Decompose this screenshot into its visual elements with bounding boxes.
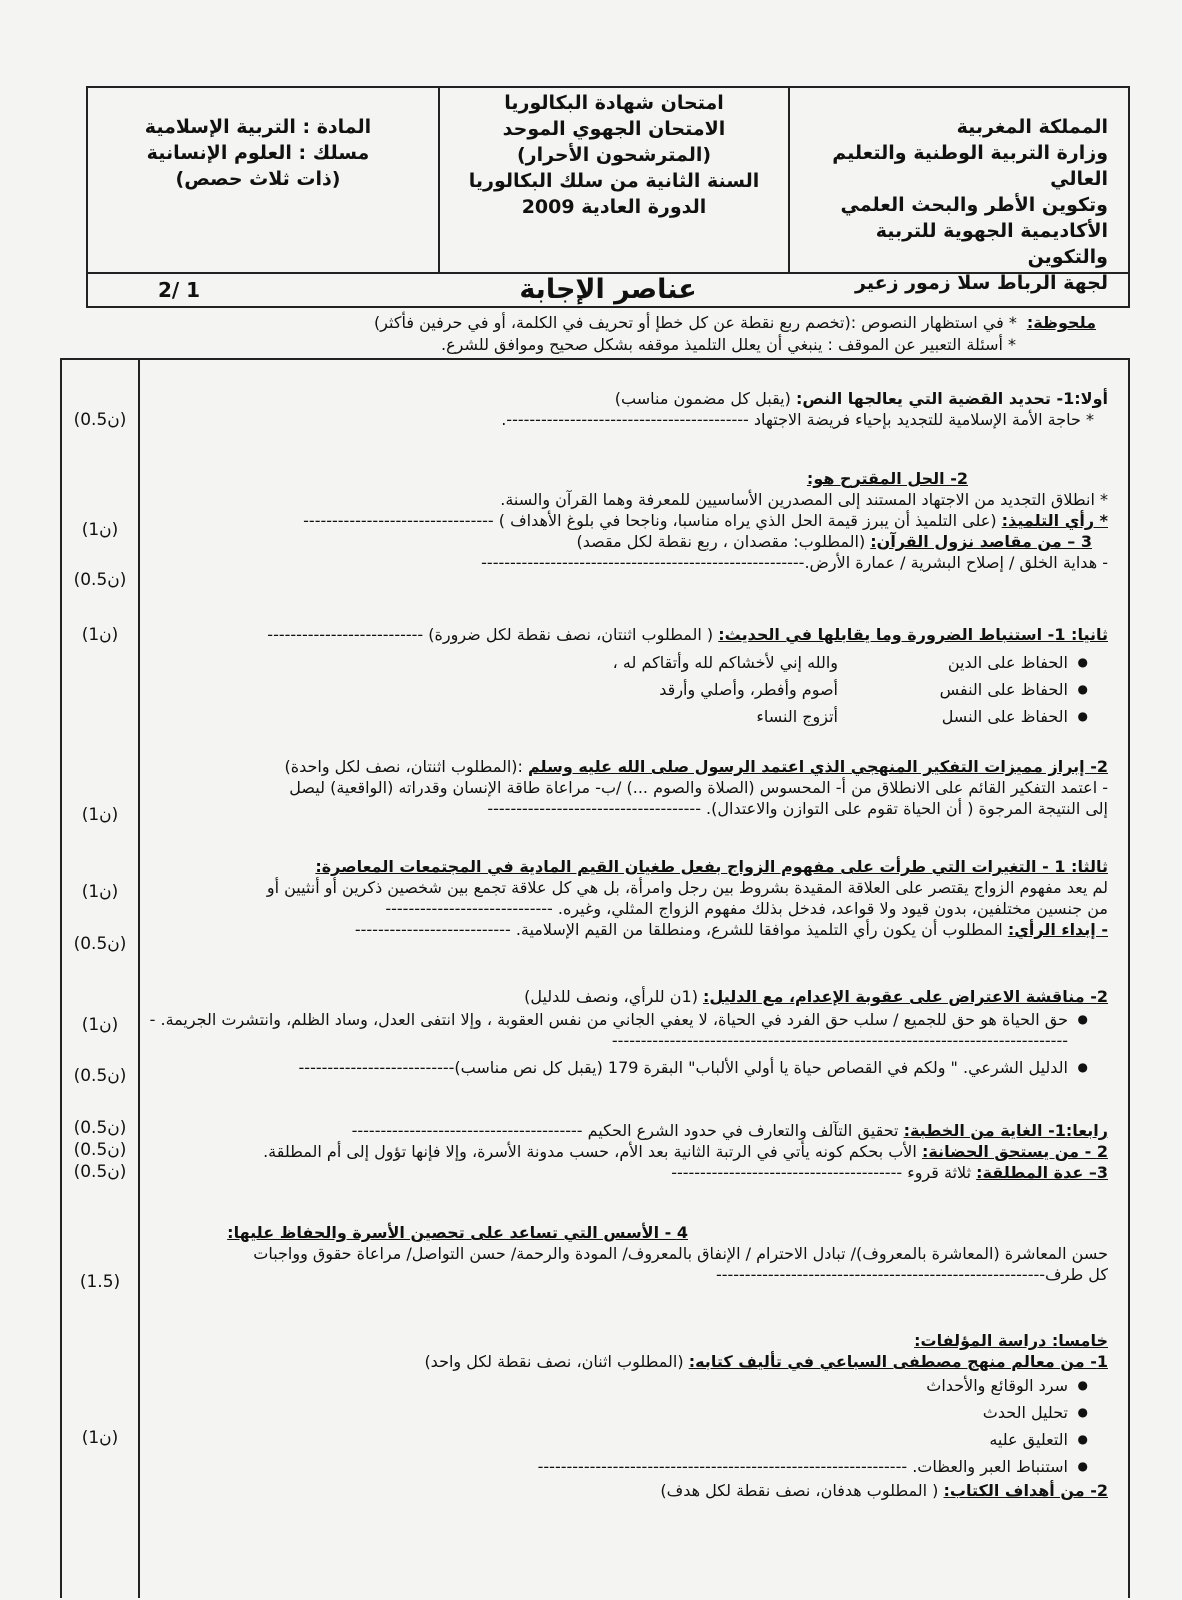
answer-text: كل طرف--------------------------------------------------------- bbox=[715, 1265, 1108, 1284]
exam-line: السنة الثانية من سلك البكالوريا bbox=[468, 170, 760, 192]
answer-text: إلى النتيجة المرجوة ( أن الحياة تقوم على التوازن والاعتدال). ------------------------------------- bbox=[487, 799, 1108, 818]
header-subject-cell bbox=[88, 88, 438, 272]
section-2 bbox=[148, 624, 1108, 730]
question-note: ( المطلوب اثنتان، نصف نقطة لكل ضرورة) --------------------------- bbox=[267, 625, 719, 644]
question-note: (1ن للرأي، ونصف للدليل) bbox=[524, 987, 704, 1006]
score-mark: (0.5ن) bbox=[73, 1140, 127, 1160]
section-2-q2 bbox=[148, 756, 1108, 819]
question-label: 2 - من يستحق الحضانة: bbox=[921, 1142, 1108, 1161]
score-mark: (1ن) bbox=[81, 882, 119, 902]
hadith-text: أصوم وأفطر، وأصلي وأرقد bbox=[659, 680, 838, 699]
score-mark: (0.5ن) bbox=[73, 1118, 127, 1138]
exam-line: (المترشحون الأحرار) bbox=[516, 144, 712, 166]
question-label: 2- مناقشة الاعتراض على عقوبة الإعدام، مع الدليل: bbox=[703, 987, 1108, 1006]
question-note: :(المطلوب اثنتان، نصف لكل واحدة) bbox=[284, 757, 528, 776]
question-note: ( المطلوب هدفان، نصف نقطة لكل هدف) bbox=[660, 1481, 944, 1500]
note-line: * في استظهار النصوص :(تخصم ربع نقطة عن كل خطإ أو تحريف في الكلمة، أو في حرفين فأكثر) bbox=[373, 313, 1017, 332]
hadith-text: والله إني لأخشاكم لله وأتقاكم له ، bbox=[612, 653, 838, 672]
score-mark: (1ن) bbox=[81, 805, 119, 825]
answer-text: لم يعد مفهوم الزواج يقتصر على العلاقة المقيدة بشروط بين رجل وامرأة، بل هي كل علاقة تجمع بين شخصين ذكرين أو أنثيين أو bbox=[266, 878, 1108, 897]
exam-header bbox=[86, 86, 1130, 308]
question-note: (المطلوب: مقصدان ، ربع نقطة لكل مقصد) bbox=[576, 532, 871, 551]
question-label: 3 – من مقاصد نزول القرآن: bbox=[870, 532, 1092, 551]
exam-line: امتحان شهادة البكالوريا bbox=[504, 92, 724, 114]
note-line: * أسئلة التعبير عن الموقف : ينبغي أن يعلل التلميذ موقفه بشكل صحيح وموافق للشرع. bbox=[441, 335, 1016, 354]
score-mark: (1ن) bbox=[81, 1015, 119, 1035]
answers-box bbox=[60, 358, 1130, 1598]
score-column bbox=[62, 360, 140, 1598]
question-note: (المطلوب اثنان، نصف نقطة لكل واحد) bbox=[424, 1352, 689, 1371]
list-item: ● الدليل الشرعي. " ولكم في القصاص حياة يا أولي الألباب" البقرة 179 (يقبل كل نص مناسب)--------------------------- bbox=[148, 1057, 1088, 1078]
answer-text: ثلاثة قروء ---------------------------------------- bbox=[671, 1163, 977, 1182]
opinion-label: - إبداء الرأي: bbox=[1007, 920, 1108, 939]
notes-section bbox=[86, 312, 1096, 356]
necessity: ● الحفاظ على الدين bbox=[947, 653, 1068, 672]
score-mark: (0.5ن) bbox=[73, 410, 127, 430]
answer-text: تحقيق التآلف والتعارف في حدود الشرع الحكيم ---------------------------------------- bbox=[351, 1121, 904, 1140]
header-ministry-cell bbox=[788, 88, 1128, 294]
question-label: ثالثا: 1 - التغيرات التي طرأت على مفهوم الزواج بفعل طغيان القيم المادية في المجتمعات المعاصرة: bbox=[315, 857, 1108, 876]
section-title: خامسا: دراسة المؤلفات: bbox=[914, 1331, 1108, 1350]
answer-text: * انطلاق التجديد من الاجتهاد المستند إلى المصدرين الأساسيين للمعرفة وهما القرآن والسنة. bbox=[500, 490, 1108, 509]
page-number: 2/ 1 bbox=[158, 278, 201, 302]
answers-content bbox=[140, 360, 1122, 1598]
notes-label: ملحوظة: bbox=[1026, 313, 1096, 332]
list-item: ● تحليل الحدث bbox=[148, 1399, 1088, 1426]
hadith-text: أتزوج النساء bbox=[756, 707, 838, 726]
score-mark: (1ن) bbox=[81, 625, 119, 645]
answer-text: * حاجة الأمة الإسلامية للتجديد بإحياء فريضة الاجتهاد ------------------------------------------. bbox=[501, 410, 1094, 429]
subject-line: المادة : التربية الإسلامية bbox=[144, 116, 372, 138]
page-title: عناصر الإجابة bbox=[519, 274, 697, 305]
answer-text: - اعتمد التفكير القائم على الانطلاق من أ- المحسوس (الصلاة والصوم ...) /ب- مراعاة طاقة الإنسان وقدراته (الواقعية) ليصل bbox=[289, 778, 1108, 797]
section-4 bbox=[148, 1120, 1108, 1183]
question-label: أولا:1- تحديد القضية التي يعالجها النص: bbox=[795, 389, 1108, 408]
necessity: ● الحفاظ على النفس bbox=[939, 680, 1068, 699]
subject-line: (ذات ثلاث حصص) bbox=[175, 168, 341, 190]
section-1 bbox=[148, 388, 1108, 430]
ministry-line: المملكة المغربية bbox=[956, 116, 1108, 138]
subject-line: مسلك : العلوم الإنسانية bbox=[146, 142, 370, 164]
question-label: 2- الحل المقترح هو: bbox=[806, 469, 968, 488]
section-3-q2 bbox=[148, 986, 1108, 1078]
exam-line: الدورة العادية 2009 bbox=[521, 196, 707, 218]
section-4-q4 bbox=[148, 1222, 1108, 1285]
question-label: 4 - الأسس التي تساعد على تحصين الأسرة والحفاظ عليها: bbox=[227, 1223, 688, 1242]
header-exam-cell bbox=[438, 88, 788, 272]
question-note: (يقبل كل مضمون مناسب) bbox=[614, 389, 796, 408]
list-item bbox=[148, 676, 1088, 703]
list-item: ● التعليق عليه bbox=[148, 1426, 1088, 1453]
ministry-line: وتكوين الأطر والبحث العلمي bbox=[840, 194, 1108, 216]
question-label: 2- من أهداف الكتاب: bbox=[943, 1481, 1108, 1500]
ministry-line: وزارة التربية الوطنية والتعليم العالي bbox=[832, 142, 1108, 190]
opinion-text: (على التلميذ أن يبرز قيمة الحل الذي يراه مناسبا، وناجحا في بلوغ الأهداف ) --------------------------------- bbox=[303, 511, 1002, 530]
section-5 bbox=[148, 1330, 1108, 1501]
question-label: 1- من معالم منهج مصطفى السباعي في تأليف كتابه: bbox=[688, 1352, 1108, 1371]
list-item: ● سرد الوقائع والأحداث bbox=[148, 1372, 1088, 1399]
list-item: ● حق الحياة هو حق للجميع / سلب حق الفرد في الحياة، لا يعفي الجاني من نفس العقوبة ، وإلا انتفى العدل، وساد الظلم، وانتشرت الجريمة. -------------------------------------------------------------------------------- bbox=[148, 1009, 1088, 1051]
score-mark: (0.5ن) bbox=[73, 1066, 127, 1086]
list-item bbox=[148, 649, 1088, 676]
answer-text: من جنسين مختلفين، بدون قيود ولا قواعد، فدخل بذلك مفهوم الزواج المثلي، وغيره. ----------------------------- bbox=[385, 899, 1108, 918]
score-mark: (1ن) bbox=[81, 1428, 119, 1448]
opinion-text: المطلوب أن يكون رأي التلميذ موافقا للشرع، ومنطلقا من القيم الإسلامية. --------------------------- bbox=[354, 920, 1008, 939]
opinion-label: * رأي التلميذ: bbox=[1001, 511, 1108, 530]
score-mark: (0.5ن) bbox=[73, 934, 127, 954]
score-mark: (1ن) bbox=[81, 520, 119, 540]
section-3 bbox=[148, 856, 1108, 940]
answer-text: حسن المعاشرة (المعاشرة بالمعروف)/ تبادل الاحترام / الإنفاق بالمعروف/ المودة والرحمة/ حسن التواصل/ مراعاة حقوق وواجبات bbox=[253, 1244, 1108, 1263]
score-mark: (0.5ن) bbox=[73, 570, 127, 590]
ministry-line: لجهة الرباط سلا زمور زعير bbox=[855, 272, 1108, 294]
section-1-q2 bbox=[148, 468, 1108, 573]
answer-text: - هداية الخلق / إصلاح البشرية / عمارة الأرض.-------------------------------------------------------- bbox=[481, 553, 1108, 572]
list-item: ● استنباط العبر والعظات. ---------------------------------------------------------------- bbox=[148, 1453, 1088, 1480]
question-label: رابعا:1- الغاية من الخطبة: bbox=[903, 1121, 1108, 1140]
necessity: ● الحفاظ على النسل bbox=[941, 707, 1068, 726]
exam-line: الامتحان الجهوي الموحد bbox=[502, 118, 726, 140]
answer-text: الأب بحكم كونه يأتي في الرتبة الثانية بعد الأم، حسب مدونة الأسرة، وإلا فإنها تؤول إلى أم المطلقة. bbox=[263, 1142, 922, 1161]
score-mark: (0.5ن) bbox=[73, 1162, 127, 1182]
score-mark: (1.5) bbox=[79, 1272, 121, 1292]
ministry-line: الأكاديمية الجهوية للتربية والتكوين bbox=[875, 220, 1108, 268]
list-item bbox=[148, 703, 1088, 730]
question-label: 2- إبراز مميزات التفكير المنهجي الذي اعتمد الرسول صلى الله عليه وسلم bbox=[528, 757, 1108, 776]
question-label: 3– عدة المطلقة: bbox=[976, 1163, 1108, 1182]
question-label: ثانيا: 1- استنباط الضرورة وما يقابلها في الحديث: bbox=[718, 625, 1108, 644]
